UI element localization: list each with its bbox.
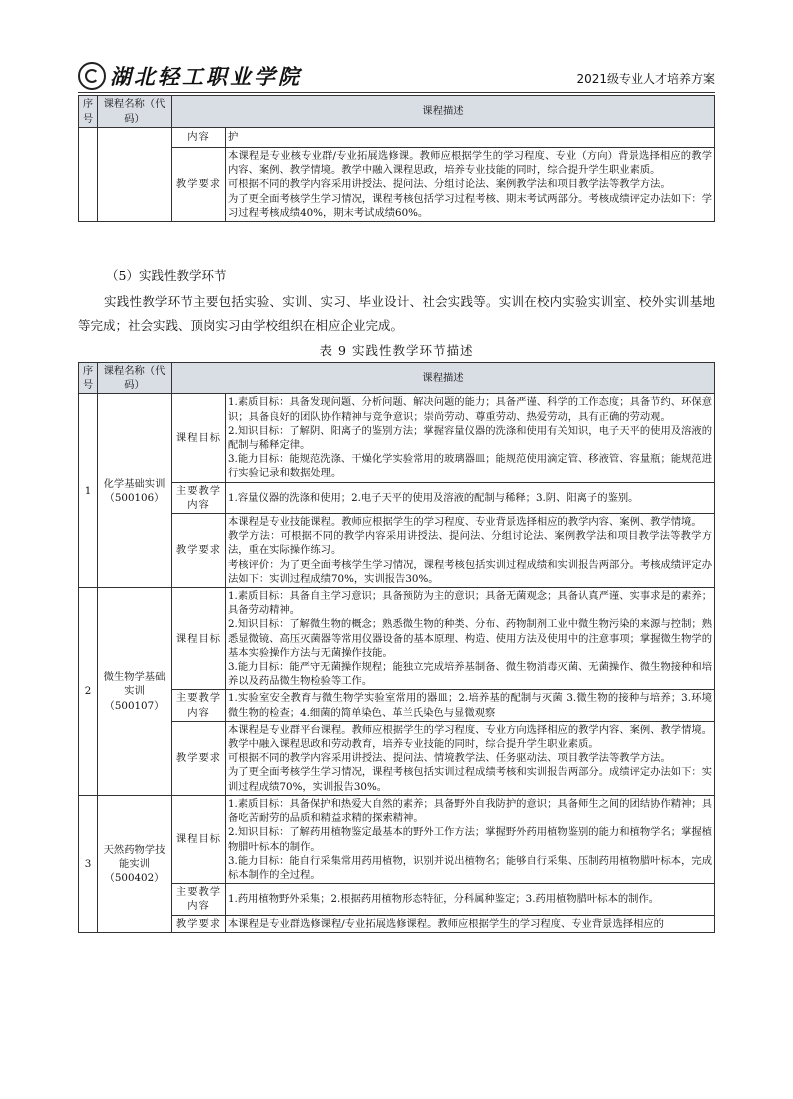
row-text: 1.素质目标：具备自主学习意识；具备预防为主的意识；具备无菌观念；具备认真严谨、实事求是的素养；具备劳动精神。 2.知识目标：了解微生物的概念；熟悉微生物的种类、分布、药物制剂工业中微生物污染的来源与控制；熟悉显微镜、高压灭菌器等常用仪器设备的基本原理、构造、使用方法及使用中的注意事项；掌握微生物学的基本实验操作方法与无菌操作技能。 3.能力目标：能严守无菌操作规程；能独立完成培养基制备、微生物消毒灭菌、无菌操作、微生物接种和培养以及药品微生物检验等工作。 xyxy=(226,588,715,690)
header-seq: 序号 xyxy=(79,363,98,394)
header-course-name: 课程名称（代码） xyxy=(98,363,172,394)
row-label: 教学要求 xyxy=(172,915,226,932)
table-header-row xyxy=(79,363,715,394)
school-name: 湖北轻工职业学院 xyxy=(110,64,302,89)
header-seq: 序号 xyxy=(79,96,98,128)
practical-teaching-table xyxy=(78,362,715,933)
row-label: 教学要求 xyxy=(172,514,226,588)
row-text: 1.实验室安全教育与微生物学实验室常用的器皿；2.培养基的配制与灭菌 3.微生物的接种与培养；3.环境微生物的检查；4.细菌的简单染色、革兰氏染色与显微观察 xyxy=(226,690,715,721)
table-cell-name xyxy=(98,128,172,222)
school-logo xyxy=(78,62,302,90)
table-row xyxy=(79,394,715,482)
course-seq: 1 xyxy=(79,394,98,588)
row-text: 1.素质目标：具备保护和热爱大自然的素养；具备野外自我防护的意识；具备师生之间的团结协作精神；具备吃苦耐劳的品质和精益求精的探索精神。 2.知识目标：了解药用植物鉴定最基本的野外工作方法；掌握野外药用植物鉴别的能力和植物学名；掌握植物腊叶标本的制作。 3.能力目标：能自行采集常用药用植物，识别并说出植物名；能够自行采集、压制药用植物腊叶标本，完成标本制作的全过程。 xyxy=(226,795,715,883)
row-text: 本课程是专业核专业群/专业拓展选修课。教师应根据学生的学习程度、专业（方向）背景选择相应的教学内容、案例、教学情境。教学中融入课程思政，培养专业技能的同时，综合提升学生职业素质。 可根据不同的教学内容采用讲授法、提问法、分组讨论法、案例教学法和项目教学法等教学方法。 为了更全面考核学生学习情况，课程考核包括学习过程考核、期末考试两部分。考核成绩评定办法如下：学习过程考核成绩40%，期末考试成绩60%。 xyxy=(226,148,715,222)
row-label: 课程目标 xyxy=(172,588,226,690)
page-header xyxy=(78,62,715,92)
section-paragraph: 实践性教学环节主要包括实验、实训、实习、毕业设计、社会实践等。实训在校内实验实训室、校外实训基地等完成；社会实践、顶岗实习由学校组织在相应企业完成。 xyxy=(78,294,715,333)
table-row xyxy=(79,128,715,148)
row-text: 1.容量仪器的洗涤和使用；2.电子天平的使用及溶液的配制与稀释；3.阴、阳离子的鉴别。 xyxy=(226,482,715,513)
course-name: 天然药物学技能实训（500402） xyxy=(98,795,172,932)
header-course-desc: 课程描述 xyxy=(172,363,715,394)
row-label: 内容 xyxy=(172,128,226,148)
table-row xyxy=(79,514,715,588)
row-label: 课程目标 xyxy=(172,795,226,883)
course-name: 化学基础实训（500106） xyxy=(98,394,172,588)
row-label: 教学要求 xyxy=(172,148,226,222)
row-label: 主要教学内容 xyxy=(172,482,226,513)
row-text: 本课程是专业群选修课程/专业拓展选修课程。教师应根据学生的学习程度、专业背景选择相应的 xyxy=(226,915,715,932)
table-header-row xyxy=(79,96,715,128)
table-row xyxy=(79,721,715,795)
school-seal-icon xyxy=(78,62,106,90)
section-heading: （5）实践性教学环节 xyxy=(106,268,227,283)
table-row xyxy=(79,482,715,513)
document-title: 2021级专业人才培养方案 xyxy=(576,72,715,86)
row-label: 主要教学内容 xyxy=(172,690,226,721)
course-seq: 3 xyxy=(79,795,98,932)
header-divider xyxy=(78,92,715,93)
row-text: 1.药用植物野外采集；2.根据药用植物形态特征，分科属种鉴定；3.药用植物腊叶标本的制作。 xyxy=(226,884,715,915)
table-row xyxy=(79,795,715,883)
row-label: 主要教学内容 xyxy=(172,884,226,915)
course-table-continued xyxy=(78,95,715,222)
table-cell-seq xyxy=(79,128,98,222)
row-label: 课程目标 xyxy=(172,394,226,482)
course-name: 微生物学基础实训（500107） xyxy=(98,588,172,796)
row-text: 1.素质目标：具备发现问题、分析问题、解决问题的能力；具备严谨、科学的工作态度；具备节约、环保意识；具备良好的团队协作精神与竞争意识；崇尚劳动、尊重劳动、热爱劳动，具有正确的劳动观。 2.知识目标：了解阴、阳离子的鉴别方法；掌握容量仪器的洗涤和使用有关知识，电子天平的使用及溶液的配制与稀释定律。 3.能力目标：能规范洗涤、干燥化学实验常用的玻璃器皿；能规范使用滴定管、移液管、容量瓶；能规范进行实验记录和数据处理。 xyxy=(226,394,715,482)
table-caption: 表 9 实践性教学环节描述 xyxy=(319,343,474,358)
course-seq: 2 xyxy=(79,588,98,796)
row-text: 本课程是专业群平台课程。教师应根据学生的学习程度、专业方向选择相应的教学内容、案例、教学情境。教学中融入课程思政和劳动教育，培养专业技能的同时，综合提升学生职业素质。 可根据不同的教学内容采用讲授法、提问法、情境教学法、任务驱动法、项目教学法等教学方法。 为了更全面考核学生学习情况，课程考核包括实训过程成绩考核和实训报告两部分。成绩评定办法如下：实训过程成绩70%，实训报告30%。 xyxy=(226,721,715,795)
table-row xyxy=(79,884,715,915)
header-course-desc: 课程描述 xyxy=(172,96,715,128)
table-row xyxy=(79,915,715,932)
row-text: 本课程是专业技能课程。教师应根据学生的学习程度、专业背景选择相应的教学内容、案例、教学情境。 教学方法：可根据不同的教学内容采用讲授法、提问法、分组讨论法、案例教学法和项目教学法等教学方法，重在实际操作练习。 考核评价：为了更全面考核学生学习情况，课程考核包括实训过程成绩和实训报告两部分。考核成绩评定办法如下：实训过程成绩70%，实训报告30%。 xyxy=(226,514,715,588)
table-row xyxy=(79,588,715,690)
row-text: 护 xyxy=(226,128,715,148)
table-row xyxy=(79,690,715,721)
row-label: 教学要求 xyxy=(172,721,226,795)
header-course-name: 课程名称（代码） xyxy=(98,96,172,128)
table-row xyxy=(79,148,715,222)
